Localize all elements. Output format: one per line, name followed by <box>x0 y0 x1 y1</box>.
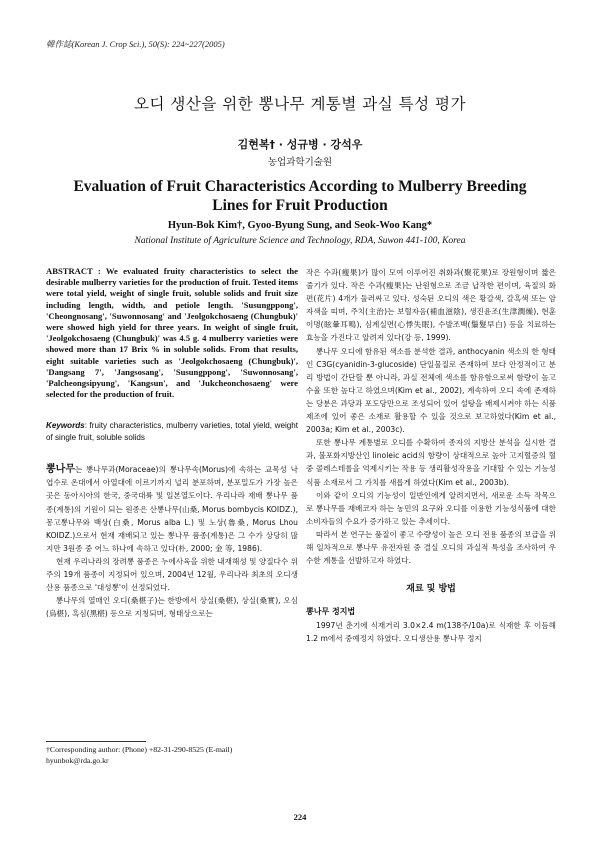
keywords <box>46 420 298 443</box>
right-paragraph-4: 이와 같이 오디의 기능성이 일반인에게 알려지면서, 새로운 소득 작목으로 뽕나무를 재배코자 하는 농민의 요구와 오디를 이용한 기능성식품에 대한 소비자들의 수요가 증가하고 있는 추세이다. <box>306 490 556 526</box>
english-authors: Hyun-Bok Kim†, Gyoo-Byung Sung, and Seok-Woo Kang* <box>167 220 433 231</box>
footnote-rule <box>46 741 146 742</box>
journal-header: 韓作誌(Korean J. Crop Sci.), 50(S): 224~227(2005) <box>46 39 225 49</box>
subsection-title: 뽕나무 정지법 <box>306 607 356 617</box>
english-title-line-1: Evaluation of Fruit Characteristics According to Mulberry Breeding <box>73 178 527 195</box>
intro-paragraph-2: 현재 우리나라의 장려뽕 품종은 누에사육을 위한 내재해성 및 양질다수 위주의 19개 품종이 지정되어 있으며, 2004년 12월, 우리나라 최초의 오디생산용 품종으로 '대성뽕'이 선정되었다. <box>46 556 298 593</box>
right-paragraph-2: 뽕나무 오디에 함유된 색소를 분석한 결과, anthocyanin 색소의 한 형태인 C3G(cyanidin-3-glucoside) 단일물질로 존재하여 보다 안정적이고 분리 방법이 간단할 뿐 아니라, 과실 전체에 색소를 함유함으로써 함량이 높고 수율 또한 높다고 하였으며(Kim et al., 2002), 계속하여 오디 속에 존재하는 당분은 과당과 포도당만으로 조성되어 있어 설탕을 배제시켜야 하는 식품제조에 있어 좋은 소재로 활용할 수 있을 것으로 보고하였다(Kim et al., 2003a; Kim et al., 2003c). <box>306 346 556 435</box>
keywords-label: Keywords <box>46 421 85 431</box>
corresponding-author-footnote: †Corresponding author: (Phone) +82-31-290-8525 (E-mail) hyunbok@rda.go.kr <box>46 745 233 765</box>
intro-lead-word: 뽕나무 <box>46 464 75 476</box>
right-paragraph-6: 1997년 춘기에 식재거리 3.0×2.4 m(138주/10a)로 식재한 후 이듬해 1.2 m에서 중예정지 하였다. 오디생산용 뽕나무 정지 <box>306 621 556 644</box>
intro-paragraph-1 <box>46 463 298 555</box>
keywords-text: : fruity characteristics, mulberry varieties, total yield, weight of single fruit, soluble solids <box>46 421 298 442</box>
abstract: ABSTRACT : We evaluated fruity characteristics to select the desirable mulberry varieties for the production of fruit. Tested items were total yield, weight of single fruit, soluble solids and fruit size including length, width, and petiole length. 'Susungppong', 'Cheongnosang', 'Suwonnosang' and 'Jeolgokchosaeng (Chungbuk)' were showed high yield for three years. In weight of single fruit, 'Jeolgokchosaeng (Chungbuk)' was 4.5 g. 4 mulberry varieties were showed more than 17 Brix % in soluble solids. From that results, eight suitable varieties such as 'Jeolgokchosaeng (Chungbuk)', 'Dangsang 7', 'Jangsosang', 'Susungppong', 'Suwonnosang', 'Palcheongsipyung', 'Kangsun', and 'Jukcheonchosaeng' were selected for the production of fruit. <box>46 266 298 400</box>
right-paragraph-1: 작은 수과(瘦果)가 많이 모여 이루어진 취화과(聚花果)로 장원형이며 짧은 줄기가 있다. 작은 수과(瘦果)는 난원형으로 조금 납작한 편이며, 육질의 화편(花片) 4개가 둘러싸고 있다. 성숙된 오디의 색은 황갈색, 갈흑색 또는 암자색을 띠며, 주치(主治)는 보혈자음(補血滋陰), 생진윤조(生津潤燥), 현훈이명(眩暈耳鳴), 심계실면(心悸失眠), 수발조백(鬚髮早白) 등을 치료하는 효능을 가진다고 알려져 있다(강 등, 1999). <box>306 268 556 343</box>
page-number: 224 <box>293 812 307 822</box>
korean-title: 오디 생산을 위한 뽕나무 계통별 과실 특성 평가 <box>134 95 466 113</box>
right-column <box>306 266 556 645</box>
english-title-line-2: Lines for Fruit Production <box>212 197 388 214</box>
korean-affiliation: 농업과학기술원 <box>267 157 333 168</box>
right-paragraph-3: 또한 뽕나무 계통별로 오디를 수확하여 종자의 지방산 분석을 실시한 결과, 불포화지방산인 linoleic acid의 함량이 상대적으로 높아 고지혈증의 혈중 콜레스테롤을 억제시키는 작용 등 생리활성작용을 기대할 수 있는 기능성식품 소재로서 그 가치를 새롭게 하였다(Kim et al., 2003b). <box>306 438 556 487</box>
right-paragraph-5: 따라서 본 연구는 품질이 좋고 수량성이 높은 오디 전용 품종의 보급을 위해 일차적으로 뽕나무 유전자원 중 결실 오디의 과실적 특성을 조사하여 우수한 계통을 선발하고자 하였다. <box>306 529 556 566</box>
section-title-materials-methods: 재료 및 방법 <box>406 584 456 595</box>
korean-authors: 김현복† · 성규병 · 강석우 <box>237 138 363 151</box>
english-affiliation: National Institute of Agriculture Science and Technology, RDA, Suwon 441-100, Korea <box>134 236 466 246</box>
left-column <box>46 266 298 620</box>
intro-paragraph-1-text: 는 뽕나무과(Moraceae)의 뽕나무속(Morus)에 속하는 교목성 낙엽수로 온대에서 아열대에 이르기까지 널리 분포하며, 분포밀도가 가장 높은 곳은 동아시아의 한국, 중국대륙 및 일본열도이다. 우리나라 재배 뽕나무 품종(계통)의 기원이 되는 원종은 산뽕나무(山桑, Morus bombycis KOIDZ.), 몽고뽕나무와 백상(白桑, Morus alba L.) 및 노상(魯桑, Morus Lhou KOIDZ.)으로서 현재 재배되고 있는 뽕나무 품종(계통)은 그 수가 상당히 많지만 3원종 중 어느 하나에 속하고 있다(朴, 2000; 金 等, 1986). <box>46 465 298 553</box>
intro-paragraph-3: 뽕나무의 열매인 오디(桑椹子)는 한방에서 상실(桑椹), 상실(桑實), 오심(烏椹), 흑심(黑椹) 등으로 지칭되며, 형태상으로는 <box>46 596 298 619</box>
english-title <box>0 177 600 215</box>
